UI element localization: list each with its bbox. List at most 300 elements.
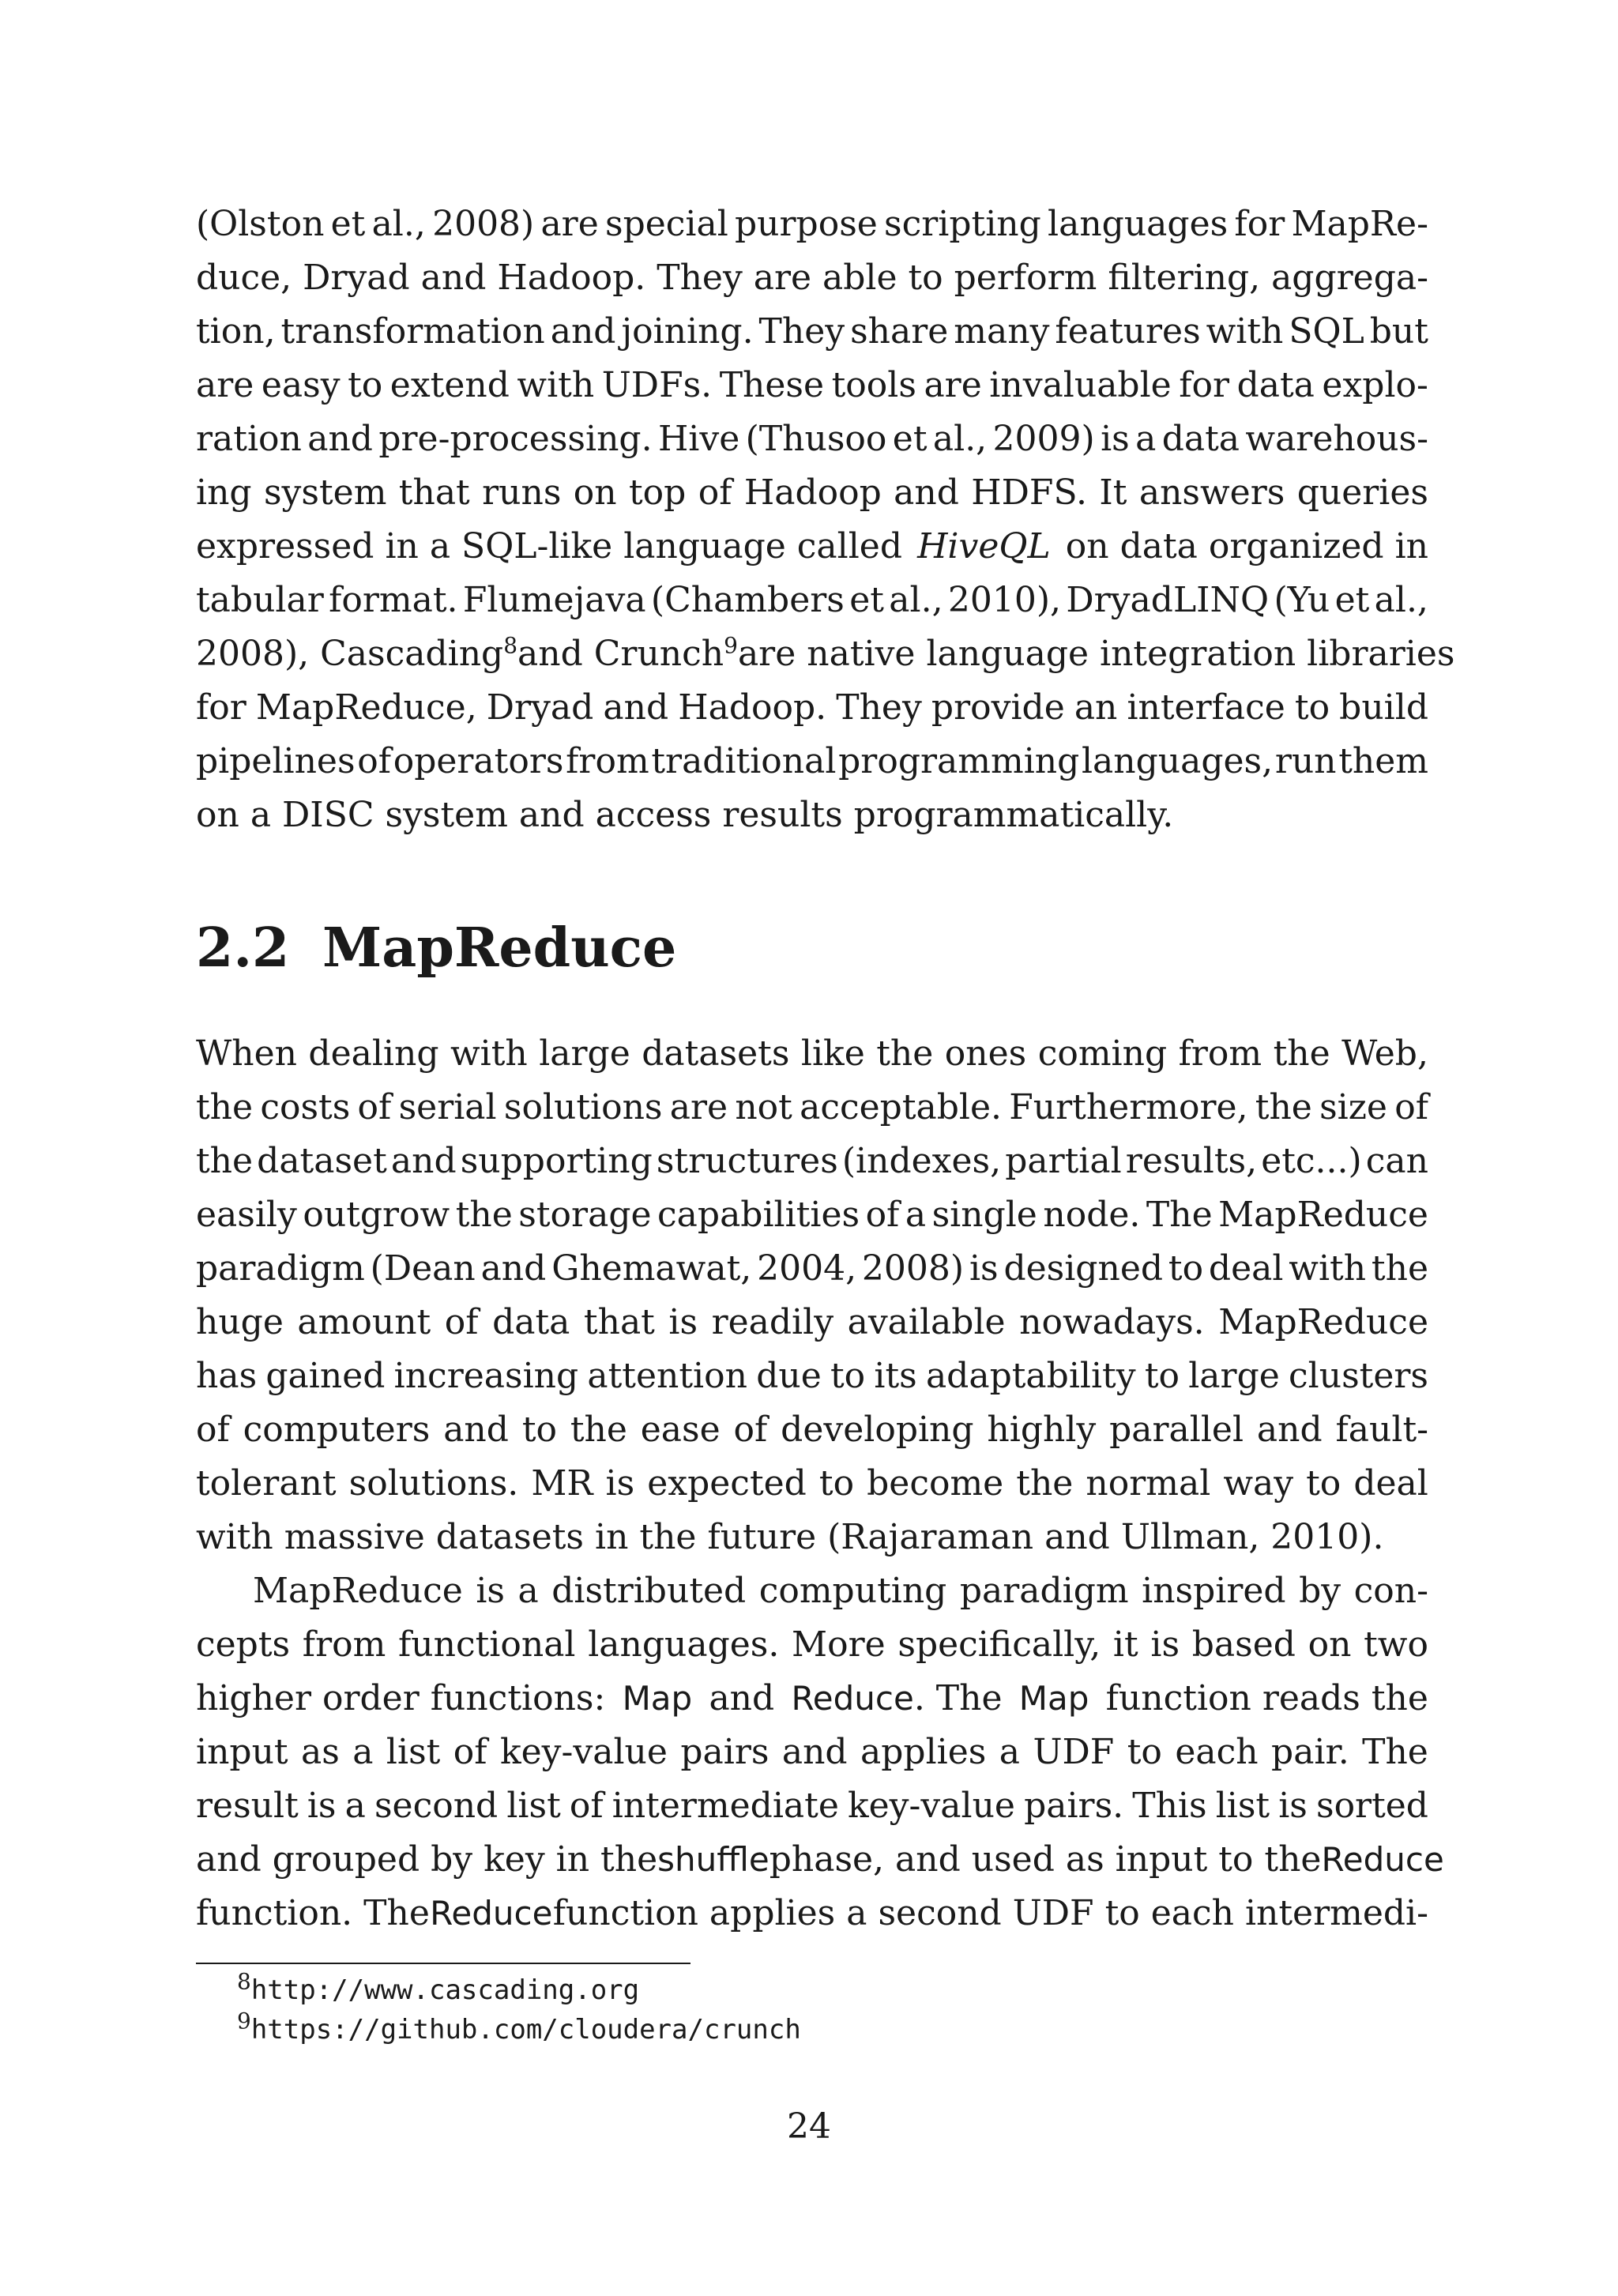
word: large bbox=[539, 1033, 630, 1074]
word: can bbox=[1365, 1141, 1428, 1181]
word: to bbox=[818, 1463, 855, 1504]
word: operators bbox=[393, 741, 564, 781]
word: list bbox=[506, 1786, 561, 1826]
word: etc...) bbox=[1261, 1141, 1362, 1181]
text-span: phase, and used as input to the bbox=[769, 1839, 1322, 1880]
section-number: 2.2 bbox=[196, 917, 290, 980]
word: way bbox=[1223, 1463, 1294, 1504]
word: data bbox=[1161, 419, 1240, 459]
word: SQL bbox=[1289, 311, 1364, 352]
word: inspired bbox=[1142, 1571, 1286, 1611]
word: duce, bbox=[196, 258, 292, 298]
word: HDFS. bbox=[971, 472, 1088, 513]
word: top bbox=[628, 472, 687, 513]
word: Ghemawat, bbox=[551, 1248, 752, 1289]
word: of bbox=[196, 1410, 230, 1450]
footnotes bbox=[237, 1970, 801, 2049]
text-line bbox=[196, 198, 1428, 251]
word: size bbox=[1319, 1087, 1387, 1127]
word: format. bbox=[329, 580, 458, 620]
word: is bbox=[605, 1463, 635, 1504]
word: on bbox=[573, 472, 617, 513]
footnote-marker: 8 bbox=[237, 1968, 251, 1995]
word: costs bbox=[260, 1087, 351, 1127]
word: More bbox=[792, 1624, 886, 1665]
text-line bbox=[196, 359, 1428, 412]
word: them bbox=[1338, 741, 1428, 781]
word: and bbox=[420, 258, 487, 298]
word: runs bbox=[482, 472, 562, 513]
text-line bbox=[196, 1887, 1428, 1940]
word: it bbox=[1112, 1624, 1138, 1665]
word: easy bbox=[261, 365, 341, 405]
word: a bbox=[352, 1732, 374, 1772]
hiveql-term: HiveQL bbox=[917, 526, 1051, 566]
shuffle-term: shuffle bbox=[657, 1840, 769, 1879]
word: the bbox=[570, 1410, 627, 1450]
word: functional bbox=[398, 1624, 576, 1665]
word: expected bbox=[647, 1463, 807, 1504]
word: the bbox=[876, 1033, 934, 1074]
word: list bbox=[1215, 1786, 1270, 1826]
text-line bbox=[196, 1726, 1428, 1779]
word: to bbox=[908, 258, 943, 298]
map-term: Map bbox=[1018, 1679, 1089, 1718]
word: are bbox=[669, 1087, 728, 1127]
word: ration bbox=[196, 419, 302, 459]
word: 2008) bbox=[432, 204, 535, 244]
word: joining. bbox=[621, 311, 754, 352]
text-line bbox=[196, 1403, 1428, 1457]
word: but bbox=[1369, 311, 1428, 352]
word: (Thusoo bbox=[745, 419, 887, 459]
word: answers bbox=[1138, 472, 1285, 513]
word: Hadoop. bbox=[678, 687, 827, 728]
paragraph-1 bbox=[196, 1027, 1428, 1564]
word: are bbox=[540, 204, 599, 244]
text-line bbox=[196, 1833, 1444, 1887]
text-line bbox=[196, 1672, 1428, 1726]
word: UDFs. bbox=[601, 365, 713, 405]
text-line bbox=[196, 1618, 1428, 1672]
word: results, bbox=[1125, 1141, 1258, 1181]
word: is bbox=[307, 1786, 337, 1826]
word: is bbox=[668, 1302, 698, 1342]
word: a bbox=[517, 1571, 539, 1611]
word: that bbox=[583, 1302, 655, 1342]
word: et bbox=[892, 419, 928, 459]
word: developing bbox=[781, 1410, 974, 1450]
text-span: . The bbox=[913, 1678, 1003, 1718]
word: as bbox=[301, 1732, 340, 1772]
word: solutions bbox=[503, 1087, 663, 1127]
footnote-url[interactable]: https://github.com/cloudera/crunch bbox=[250, 2014, 801, 2046]
word: traditional bbox=[651, 741, 837, 781]
text-span bbox=[791, 1672, 1002, 1726]
text-span: expressed in a SQL-like language called bbox=[196, 526, 902, 566]
word: They bbox=[758, 311, 845, 352]
word: from bbox=[566, 741, 649, 781]
word: of bbox=[357, 741, 392, 781]
word: partial bbox=[1005, 1141, 1122, 1181]
word: from bbox=[1178, 1033, 1262, 1074]
footnote-separator bbox=[196, 1963, 690, 1964]
word: many bbox=[954, 311, 1050, 352]
text-line bbox=[196, 1027, 1428, 1081]
word: and bbox=[390, 1141, 457, 1181]
word: pipelines bbox=[196, 741, 356, 781]
word: for bbox=[1179, 365, 1230, 405]
word: al., bbox=[1374, 580, 1428, 620]
word: a bbox=[344, 1786, 366, 1826]
word: are bbox=[924, 365, 982, 405]
word: fault- bbox=[1335, 1410, 1428, 1450]
word: tion, bbox=[196, 311, 276, 352]
word: attention bbox=[587, 1356, 747, 1396]
word: (Dean bbox=[370, 1248, 476, 1289]
word: data bbox=[1236, 365, 1315, 405]
word: and bbox=[1256, 1410, 1323, 1450]
word: of bbox=[1394, 1087, 1428, 1127]
text-span: and Crunch bbox=[517, 634, 724, 674]
word: Dryad bbox=[303, 258, 410, 298]
text-span: with massive datasets in the future (Rajaraman and Ullman, 2010). bbox=[196, 1517, 1384, 1557]
word: ones bbox=[944, 1033, 1027, 1074]
word: MapReduce bbox=[1218, 1302, 1428, 1342]
word: MR bbox=[531, 1463, 593, 1504]
word: input bbox=[196, 1732, 288, 1772]
text-span: 2008), Cascading bbox=[196, 634, 504, 674]
word: al., bbox=[371, 204, 426, 244]
word: of bbox=[357, 1087, 392, 1127]
text-line bbox=[196, 251, 1428, 305]
word: to bbox=[1168, 1248, 1204, 1289]
word: result bbox=[196, 1786, 299, 1826]
word: with bbox=[1289, 1248, 1367, 1289]
word: an bbox=[1074, 687, 1118, 728]
word: ease bbox=[640, 1410, 721, 1450]
word: specifically, bbox=[897, 1624, 1101, 1665]
word: These bbox=[719, 365, 825, 405]
word: of bbox=[865, 1195, 900, 1235]
word: dataset bbox=[257, 1141, 387, 1181]
word: The bbox=[1146, 1195, 1213, 1235]
word: designed bbox=[1003, 1248, 1164, 1289]
word: computers bbox=[243, 1410, 431, 1450]
word: MapRe- bbox=[1291, 204, 1428, 244]
text-line bbox=[196, 1349, 1428, 1403]
word: tolerant bbox=[196, 1463, 337, 1504]
word: the bbox=[196, 1087, 254, 1127]
word: two bbox=[1364, 1624, 1428, 1665]
word: and bbox=[480, 1248, 547, 1289]
word: deal bbox=[1353, 1463, 1428, 1504]
reduce-term: Reduce bbox=[791, 1679, 914, 1718]
word: is bbox=[476, 1571, 505, 1611]
word: programming bbox=[838, 741, 1080, 781]
word: of bbox=[698, 472, 732, 513]
text-span bbox=[517, 627, 738, 681]
text-span: and grouped by key in the bbox=[196, 1839, 658, 1880]
word: nowadays. bbox=[1019, 1302, 1205, 1342]
word: dealing bbox=[308, 1033, 439, 1074]
word: filtering, bbox=[1108, 258, 1261, 298]
word: al., bbox=[932, 419, 988, 459]
word: easily bbox=[196, 1195, 297, 1235]
word: to bbox=[830, 1356, 866, 1396]
text-line bbox=[196, 1188, 1428, 1242]
word: and bbox=[443, 1410, 509, 1450]
text-line bbox=[196, 412, 1428, 466]
word: transformation bbox=[280, 311, 545, 352]
footnote-url[interactable]: http://www.cascading.org bbox=[250, 1974, 640, 2006]
word: not bbox=[735, 1087, 792, 1127]
reduce-term: Reduce bbox=[1321, 1840, 1444, 1879]
word: They bbox=[836, 687, 922, 728]
word: Dryad bbox=[486, 687, 594, 728]
word: to bbox=[521, 1410, 557, 1450]
word: (Yu bbox=[1274, 580, 1330, 620]
word: It bbox=[1099, 472, 1127, 513]
word: purpose bbox=[735, 204, 878, 244]
word: a bbox=[905, 1195, 927, 1235]
word: and bbox=[550, 311, 616, 352]
word: key-value bbox=[499, 1732, 668, 1772]
word: This bbox=[1132, 1786, 1207, 1826]
footnote-ref-9[interactable]: 9 bbox=[724, 632, 738, 659]
section-heading bbox=[196, 917, 676, 980]
word: MapReduce bbox=[253, 1571, 463, 1611]
text-line bbox=[196, 305, 1428, 359]
word: of bbox=[444, 1302, 479, 1342]
word: the bbox=[196, 1141, 254, 1181]
word: large bbox=[1188, 1356, 1280, 1396]
word: al., bbox=[889, 580, 943, 620]
text-span: on a DISC system and access results programmatically. bbox=[196, 795, 1174, 835]
word: to bbox=[348, 365, 383, 405]
word: special bbox=[604, 204, 728, 244]
word: ing bbox=[196, 472, 252, 513]
paragraph-2 bbox=[196, 1564, 1444, 1940]
word: the bbox=[455, 1195, 513, 1235]
word: to bbox=[1306, 1463, 1341, 1504]
section-title: MapReduce bbox=[322, 917, 677, 980]
word: provide bbox=[931, 687, 1065, 728]
word: cepts bbox=[196, 1624, 291, 1665]
word: of bbox=[453, 1732, 487, 1772]
word: gained bbox=[265, 1356, 386, 1396]
word: based bbox=[1191, 1624, 1296, 1665]
word: for bbox=[1234, 204, 1285, 244]
text-line bbox=[196, 735, 1428, 789]
text-line bbox=[196, 1564, 1428, 1618]
word: languages. bbox=[588, 1624, 780, 1665]
word: pre-processing. bbox=[378, 419, 653, 459]
word: applies bbox=[860, 1732, 987, 1772]
word: When bbox=[196, 1033, 297, 1074]
word: languages bbox=[1048, 204, 1229, 244]
word: structures bbox=[656, 1141, 838, 1181]
text-line bbox=[196, 1135, 1428, 1188]
text-span: function applies a second UDF to each intermedi- bbox=[552, 1893, 1428, 1933]
word: warehous- bbox=[1245, 419, 1428, 459]
word: languages, bbox=[1081, 741, 1274, 781]
word: Hive bbox=[657, 419, 740, 459]
word: single bbox=[931, 1195, 1037, 1235]
word: on bbox=[1308, 1624, 1352, 1665]
word: share bbox=[850, 311, 949, 352]
text-line bbox=[196, 1081, 1428, 1135]
word: that bbox=[398, 472, 470, 513]
word: computing bbox=[758, 1571, 947, 1611]
word: extend bbox=[389, 365, 510, 405]
word: coming bbox=[1037, 1033, 1168, 1074]
word: its bbox=[874, 1356, 917, 1396]
word: Web, bbox=[1341, 1033, 1428, 1074]
word: with bbox=[1206, 311, 1284, 352]
word: become bbox=[867, 1463, 1004, 1504]
word: pairs bbox=[680, 1732, 769, 1772]
word: due bbox=[756, 1356, 822, 1396]
text-line bbox=[196, 1296, 1428, 1349]
word: to bbox=[1127, 1732, 1162, 1772]
word: deal bbox=[1208, 1248, 1284, 1289]
word: able bbox=[822, 258, 897, 298]
text-span bbox=[196, 627, 517, 681]
word: available bbox=[847, 1302, 1006, 1342]
word: run bbox=[1274, 741, 1337, 781]
word: are bbox=[753, 258, 812, 298]
text-span: higher order functions: bbox=[196, 1678, 606, 1718]
word: DryadLINQ bbox=[1066, 580, 1270, 620]
paragraph-top bbox=[196, 198, 1455, 842]
word: a bbox=[1135, 419, 1157, 459]
word: of bbox=[569, 1786, 604, 1826]
word: is bbox=[969, 1248, 999, 1289]
word: normal bbox=[1086, 1463, 1211, 1504]
word: parallel bbox=[1109, 1410, 1244, 1450]
word: datasets bbox=[642, 1033, 790, 1074]
word: sorted bbox=[1315, 1786, 1428, 1826]
word: (Chambers bbox=[650, 580, 845, 620]
text-line bbox=[196, 1242, 1428, 1296]
word: et bbox=[1334, 580, 1370, 620]
word: et bbox=[849, 580, 884, 620]
page-number: 24 bbox=[787, 2106, 831, 2147]
word: et bbox=[330, 204, 366, 244]
word: distributed bbox=[551, 1571, 747, 1611]
word: is bbox=[1150, 1624, 1180, 1665]
text-line bbox=[196, 1511, 1428, 1564]
word: queries bbox=[1296, 472, 1428, 513]
word: 2010), bbox=[947, 580, 1062, 620]
word: with bbox=[517, 365, 595, 405]
text-line bbox=[196, 574, 1428, 627]
word: highly bbox=[987, 1410, 1097, 1450]
text-span: function. The bbox=[196, 1893, 430, 1933]
word: interface bbox=[1127, 687, 1285, 728]
word: tools bbox=[831, 365, 916, 405]
text-line bbox=[196, 1457, 1428, 1511]
text-span: and bbox=[709, 1678, 775, 1718]
word: 2009) bbox=[992, 419, 1095, 459]
word: a bbox=[999, 1732, 1021, 1772]
word: increasing bbox=[393, 1356, 579, 1396]
word: storage bbox=[518, 1195, 652, 1235]
word: pairs. bbox=[1024, 1786, 1124, 1826]
word: serial bbox=[398, 1087, 497, 1127]
word: to bbox=[1144, 1356, 1180, 1396]
text-line bbox=[196, 466, 1428, 520]
word: adaptability bbox=[925, 1356, 1136, 1396]
footnote-marker: 9 bbox=[237, 2008, 251, 2034]
word: aggrega- bbox=[1271, 258, 1428, 298]
word: has bbox=[196, 1356, 258, 1396]
footnote-8 bbox=[237, 1970, 801, 2010]
word: pair. bbox=[1271, 1732, 1349, 1772]
text-line bbox=[196, 1779, 1428, 1833]
word: each bbox=[1175, 1732, 1259, 1772]
map-term: Map bbox=[622, 1679, 693, 1718]
word: node. bbox=[1043, 1195, 1141, 1235]
text-span: are native language integration libraries bbox=[737, 634, 1455, 674]
footnote-9 bbox=[237, 2010, 801, 2049]
text-line bbox=[196, 627, 1455, 681]
word: solutions. bbox=[348, 1463, 519, 1504]
word: system bbox=[263, 472, 387, 513]
word: UDF bbox=[1033, 1732, 1115, 1772]
word: features bbox=[1055, 311, 1201, 352]
word: paradigm bbox=[196, 1248, 365, 1289]
word: like bbox=[800, 1033, 865, 1074]
word: is bbox=[1278, 1786, 1308, 1826]
word: with bbox=[450, 1033, 528, 1074]
word: intermediate bbox=[611, 1786, 839, 1826]
word: Hadoop bbox=[743, 472, 882, 513]
word: list bbox=[386, 1732, 441, 1772]
word: MapReduce, bbox=[255, 687, 477, 728]
word: readily bbox=[711, 1302, 834, 1342]
word: tabular bbox=[196, 580, 324, 620]
word: capabilities bbox=[657, 1195, 860, 1235]
word: the bbox=[1371, 1248, 1428, 1289]
word: key-value bbox=[847, 1786, 1015, 1826]
text-line bbox=[196, 520, 1428, 574]
word: are bbox=[196, 365, 254, 405]
word: (Olston bbox=[196, 204, 325, 244]
word: from bbox=[302, 1624, 386, 1665]
word: acceptable. bbox=[800, 1087, 1002, 1127]
word: for bbox=[196, 687, 246, 728]
word: is bbox=[1101, 419, 1130, 459]
word: outgrow bbox=[303, 1195, 450, 1235]
word: build bbox=[1339, 687, 1428, 728]
footnote-ref-8[interactable]: 8 bbox=[503, 632, 518, 659]
word: The bbox=[1362, 1732, 1428, 1772]
word: Hadoop. bbox=[497, 258, 646, 298]
word: 2004, bbox=[757, 1248, 857, 1289]
word: the bbox=[1255, 1087, 1312, 1127]
word: 2008) bbox=[861, 1248, 965, 1289]
word: huge bbox=[196, 1302, 284, 1342]
text-line bbox=[196, 789, 1428, 842]
word: invaluable bbox=[989, 365, 1172, 405]
text-span: on data organized in bbox=[1065, 526, 1428, 566]
word: (indexes, bbox=[841, 1141, 1002, 1181]
word: clusters bbox=[1289, 1356, 1428, 1396]
word: Furthermore, bbox=[1009, 1087, 1248, 1127]
word: second bbox=[374, 1786, 499, 1826]
